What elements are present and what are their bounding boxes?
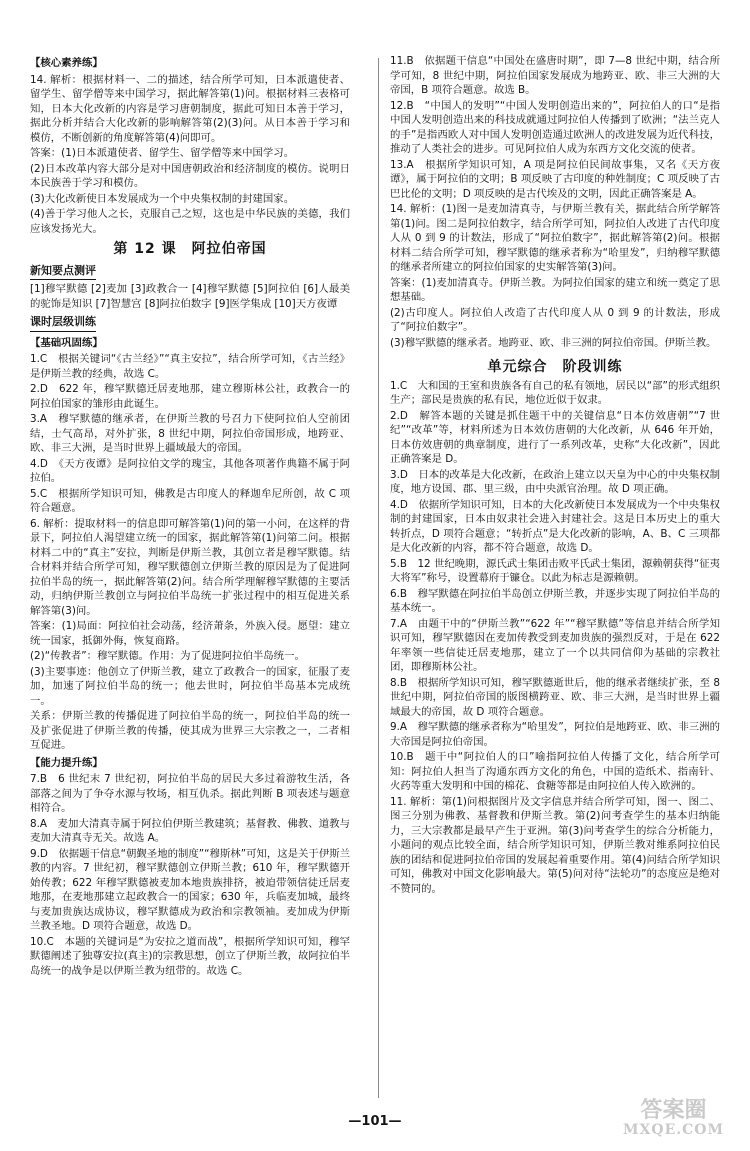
answer-2: 2.D 622 年，穆罕默德迁居麦地那，建立穆斯林公社，政教合一的阿拉伯国家的雏形由此诞生。	[30, 383, 350, 410]
answer-9: 9.D 依据题干信息“朝觐圣地的制度”“穆斯林”可知，这是关于伊斯兰教的内容。7 世纪初，穆罕默德创立伊斯兰教；610 年，穆罕默德开始传教；622 年穆罕默德被麦加本地贵族排挤，被迫带领信徒迁居麦地那，在麦地那建立起政教合一的国家；630 年，兵临麦加城，最终与麦加贵族达成协议，穆罕默德成为政治和宗教领袖。麦加成为伊斯兰教圣地。D 项符合题意，故选 D。	[30, 847, 350, 932]
answer-10: 10.C 本题的关键词是“为安拉之道而战”，根据所学知识可知，穆罕默德阐述了独尊安拉(真主)的宗教思想，创立了伊斯兰教，故阿拉伯半岛统一的战争是以伊斯兰教为纽带的。故选 C。	[30, 935, 350, 977]
answer-q14: 14. 解析：根据材料一、二的描述，结合所学可知，日本派遣使者、留学生、留学僧等来中国学习，据此解答第(1)问。根据材料三表格可知，日本大化改新的内容是学习唐朝制度，据此可知日本善于学习，据此分析并结合大化改新的影响解答第(2)(3)问。从日本善于学习和模仿，不断创新的角度解答第(4)问即可。	[30, 73, 350, 144]
answer-11: 11.B 依据题干信息“中国处在盛唐时期”，即 7—8 世纪中期，结合所学可知，8 世纪中期，阿拉伯国家发展成为地跨亚、欧、非三大洲的大帝国，B 项符合题意。故选 B。	[390, 55, 720, 96]
section-basic: 【 基础巩固练 】	[30, 336, 103, 351]
unit-answer-9: 9.A 穆罕默德的继承者称为“哈里发”，阿拉伯是地跨亚、欧、非三洲的大帝国是阿拉伯帝国。	[390, 721, 720, 748]
answer-6-4: 关系：伊斯兰教的传播促进了阿拉伯半岛的统一，阿拉伯半岛的统一及扩张促进了伊斯兰教的传播，使其成为世界三大宗教之一，二者相互促进。	[30, 710, 350, 751]
unit-answer-5: 5.B 12 世纪晚期，源氏武士集团击败平氏武士集团，源赖朝获得“征夷大将军”称号，设置幕府于镰仓。以此为标志是源赖朝。	[390, 557, 720, 584]
left-column	[30, 54, 350, 979]
answer-5: 5.C 根据所学知识可知，佛教是古印度人的释迦牟尼所创，故 C 项符合题意。	[30, 487, 350, 514]
unit-title: 单元综合 阶段训练	[487, 359, 623, 375]
answer-6-3: (3)主要事迹：他创立了伊斯兰教，建立了政教合一的国家，征服了麦加，加速了阿拉伯半岛的统一；他去世时，阿拉伯半岛基本完成统一。	[30, 665, 350, 707]
page-number: —101—	[348, 1114, 402, 1129]
watermark-brand: 答案圈	[640, 1097, 707, 1123]
answer-6-2: (2)“传教者”：穆罕默德。作用：为了促进阿拉伯半岛统一。	[30, 650, 305, 662]
classroom-heading: 课时层级训练	[30, 315, 96, 332]
unit-answer-10: 10.B 题干中“阿拉伯人的口”喻指阿拉伯人传播了文化，结合所学可知：阿拉伯人担当了沟通东西方文化的角色，中国的造纸术、指南针、火药等重大发明和中国的棉花、食糖等都是由阿拉伯人传入欧洲的。	[390, 751, 720, 792]
unit-answer-11: 11. 解析：第(1)问根据图片及文字信息并结合所学可知，图一、图二、图三分别为佛教、基督教和伊斯兰教。第(2)问考查学生的基本归纳能力，三大宗教都是最早产生于亚洲。第(3)问考查学生的综合分析能力，小题问的观点比较全面，结合所学知识可知，伊斯兰教对维系阿拉伯民族的团结和促进阿拉伯帝国的发展起着重要作用。第(4)问结合所学知识可知，佛教对中国文化影响最大。第(5)问对待“法轮功”的态度应是绝对不赞同的。	[390, 795, 720, 895]
answer-8: 8.A 麦加大清真寺属于阿拉伯伊斯兰教建筑；基督教、佛教、道教与麦加大清真寺无关。故选 A。	[30, 817, 350, 844]
section-ability: 【 能力提升练 】	[30, 756, 103, 771]
answer-6-1: 答案：(1)局面：阿拉伯社会动荡，经济萧条，外族入侵。愿望：建立统一国家，抵御外侮，恢复商路。	[30, 620, 350, 647]
answer-7: 7.B 6 世纪末 7 世纪初，阿拉伯半岛的居民大多过着游牧生活，各部落之间为了争夺水源与牧场，相互仇杀。据此判断 B 项表述与题意相符合。	[30, 773, 350, 814]
answer-4: 4.D 《天方夜谭》是阿拉伯文学的瑰宝，其他各项著作典籍不属于阿拉伯。	[30, 457, 350, 484]
right-column	[390, 54, 720, 897]
answer-q14-4: (4)善于学习他人之长，克服自己之短，这也是中华民族的美德，我们应该发扬光大。	[30, 208, 350, 235]
unit-answer-6: 6.B 穆罕默德在阿拉伯半岛创立伊斯兰教，并逐步实现了阿拉伯半岛的基本统一。	[390, 587, 720, 614]
watermark-url: MXQE.COM	[623, 1122, 724, 1138]
unit-answer-1: 1.C 大和国的王室和贵族各有自己的私有领地，居民以“部”的形式组织生产；部民是贵族的私有民，地位近似于奴隶。	[390, 379, 720, 406]
answer-12: 12.B “中国人的发明”“中国人发明创造出来的”，阿拉伯人的口“是指中国人发明创造出来的科技成就通过阿拉伯人传播到了欧洲；“法兰克人的手”是指西欧人对中国人发明创造通过欧洲人的改进发展为近代科技，推动了人类社会的进步。可见阿拉伯人成为东西方文化交流的使者。	[390, 99, 720, 155]
column-divider	[378, 58, 379, 1098]
answer-1: 1.C 根据关键词“《古兰经》”“真主安拉”，结合所学可知，《古兰经》是伊斯兰教的经典，故选 C。	[30, 353, 350, 380]
knowledge-list: [1]穆罕默德 [2]麦加 [3]政教合一 [4]穆罕默德 [5]阿拉伯 [6]人最美的驼饰是知识 [7]智慧宫 [8]阿拉伯数字 [9]医学集成 [10]天方夜谭	[30, 283, 350, 310]
unit-answer-2: 2.D 解答本题的关键是抓住题干中的关键信息“日本仿效唐朝”“7 世纪”“改革”等，材料所述为日本效仿唐朝的大化改新，从 646 年开始，日本仿效唐朝的典章制度，进行了一系列改革，史称“大化改新”，因此正确答案是 D。	[390, 409, 720, 465]
answer-q14-2: (2)日本改革内容大部分是对中国唐朝政治和经济制度的模仿。说明日本民族善于学习和模仿。	[30, 162, 350, 189]
answer-13: 13.A 根据所学知识可知，A 项是阿拉伯民间故事集，又名《天方夜谭》，属于阿拉伯的文明；B 项反映了古印度的种姓制度；C 项反映了古巴比伦的文明；D 项反映的是古代埃及的文明，因此正确答案是 A。	[390, 158, 720, 200]
unit-answer-7: 7.A 由题干中的“伊斯兰教”“622 年”“穆罕默德”等信息并结合所学知识可知，穆罕默德因在麦加传教受到麦加贵族的强烈反对，于是在 622 年率领一些信徒迁居麦地那，建立了一个以共同信仰为基础的宗教社团，即穆斯林公社。	[390, 617, 720, 673]
answer-14-1: 答案：(1)麦加清真寺。伊斯兰教。为阿拉伯国家的建立和统一奠定了思想基础。	[390, 276, 720, 303]
unit-answer-8: 8.B 根据所学知识可知，穆罕默德逝世后，他的继承者继续扩张，至 8 世纪中期，阿拉伯帝国的版图横跨亚、欧、非三大洲，是当时世界上疆域最大的帝国，故 D 项符合题意。	[390, 676, 720, 718]
answer-3: 3.A 穆罕默德的继承者，在伊斯兰教的号召力下使阿拉伯人空前团结，士气高昂，对外扩张，8 世纪中期，阿拉伯帝国形成，地跨亚、欧、非三大洲，是当时世界上疆域最大的帝国。	[30, 413, 350, 454]
unit-answer-4: 4.D 依据所学知识可知，日本的大化改新使日本发展成为一个中央集权制的封建国家，日本由奴隶社会进入封建社会。这是日本历史上的重大转折点，D 项符合题意；“转折点”是大化改新的影响，A、B、C 三项都是大化改新的内容，都不符合题意，故选 D。	[390, 498, 720, 554]
answer-q14-3: (3)大化改新使日本发展成为一个中央集权制的封建国家。	[30, 192, 295, 205]
answer-q14-1: 答案：(1)日本派遣使者、留学生、留学僧等来中国学习。	[30, 147, 295, 159]
lesson-title: 第 12 课 阿拉伯帝国	[113, 241, 267, 257]
section-core: 【 核心素养练 】	[30, 56, 103, 71]
unit-answer-3: 3.D 日本的改革是大化改新，在政治上建立以天皇为中心的中央集权制度，地方设国、郡、里三级，由中央派官治理。故 D 项正确。	[390, 468, 720, 495]
answer-6: 6. 解析：提取材料一的信息即可解答第(1)问的第一小问，在这样的背景下，阿拉伯人渴望建立统一的国家，据此解答第(1)问第二问。根据材料二中的“真主”安拉，判断是伊斯兰教，其创立者是穆罕默德。结合材料并结合所学可知，穆罕默德创立伊斯兰教的原因是为了促进阿拉伯半岛的统一，据此解答第(2)问。结合所学理解穆罕默德的主要活动，归纳伊斯兰教创立与阿拉伯半岛统一扩张过程中的相互促进关系解答第(3)问。	[30, 517, 350, 617]
answer-14-2: (2)古印度人。阿拉伯人改造了古代印度人从 0 到 9 的计数法，形成了“阿拉伯数字”。	[390, 306, 720, 333]
watermark-logo	[606, 1097, 741, 1144]
answer-14-3: (3)穆罕默德的继承者。地跨亚、欧、非三洲的阿拉伯帝国。伊斯兰教。	[390, 336, 717, 349]
new-knowledge-heading: 新知要点测评	[30, 264, 96, 281]
answer-14: 14. 解析：(1)图一是麦加清真寺，与伊斯兰教有关，据此结合所学解答第(1)问。图二是阿拉伯数字，结合所学可知，阿拉伯人改进了古代印度人从 0 到 9 的计数法，形成了“阿拉伯数字”，据此解答第(2)问。根据材料二结合所学可知，穆罕默德的继承者称为“哈里发”，归纳穆罕默德的继承者所建立的阿拉伯国家的史实解答第(3)问。	[390, 203, 720, 273]
